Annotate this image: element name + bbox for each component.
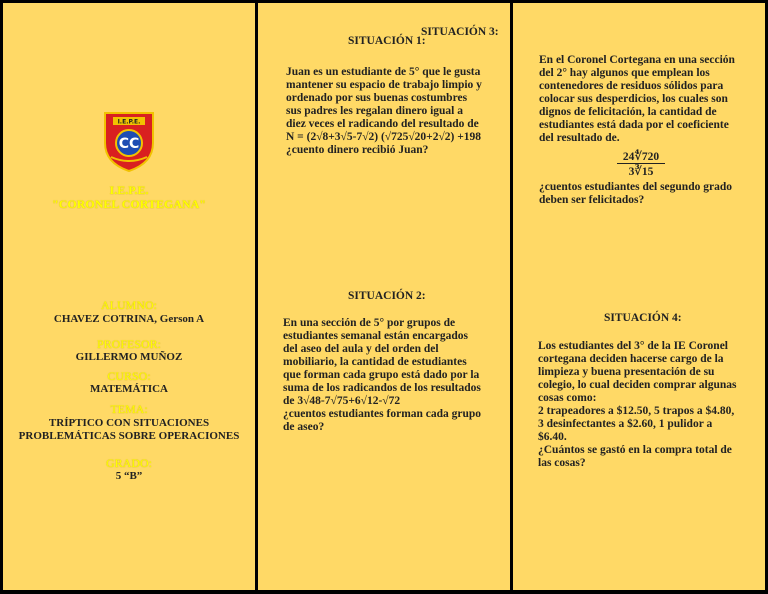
situacion-3-title: SITUACIÓN 3: bbox=[421, 26, 499, 38]
text-line: ¿Cuántos se gastó en la compra total de bbox=[538, 444, 732, 456]
text-line: 2 trapeadores a $12.50, 5 trapos a $4.80, bbox=[538, 405, 735, 417]
text-line: ordenado por sus buenas costumbres bbox=[286, 92, 468, 104]
inner-panel-middle bbox=[258, 3, 510, 590]
tema-value-line1: TRÍPTICO CON SITUACIONES bbox=[48, 417, 210, 429]
situacion-4-text bbox=[538, 340, 740, 470]
text-line: N = (2√8+3√5-7√2) (√725√20+2√2) +198 bbox=[286, 131, 482, 143]
school-name-line1: I.E.P.E. bbox=[109, 183, 149, 197]
situacion-1-text bbox=[286, 66, 488, 157]
situacion-2-text bbox=[283, 317, 486, 434]
profesor-value: GILLERMO MUÑOZ bbox=[75, 351, 183, 363]
grado-label: GRADO: bbox=[105, 456, 152, 470]
text-line: contenedores de residuos sólidos para bbox=[539, 80, 724, 92]
tema-label: TEMA: bbox=[110, 402, 148, 416]
text-line: de aseo? bbox=[283, 421, 325, 433]
text-line: En el Coronel Cortegana en una sección bbox=[539, 54, 735, 66]
text-line: dignos de felicitación, la cantidad de bbox=[539, 106, 717, 118]
fraction-denominator: 3∛15 bbox=[628, 166, 654, 178]
school-name-line2: "CORONEL CORTEGANA" bbox=[52, 197, 206, 211]
text-line: deben ser felicitados? bbox=[539, 194, 645, 206]
text-line: estudiantes semanal están encargados bbox=[283, 330, 468, 342]
curso-label: CURSO: bbox=[107, 369, 151, 383]
inner-panel-right bbox=[513, 3, 765, 590]
logo-top-text: I.E.P.E. bbox=[117, 118, 141, 126]
text-line: del resultado de. bbox=[539, 132, 620, 144]
school-shield-logo bbox=[101, 107, 157, 173]
text-line: colegio, lo cual deciden comprar algunas bbox=[538, 379, 737, 391]
text-line: del aseo del aula y del orden del bbox=[283, 343, 439, 355]
grado-value: 5 “B” bbox=[115, 470, 143, 482]
text-line: Juan es un estudiante de 5° que le gusta bbox=[286, 66, 481, 78]
text-line: mobiliario, la cantidad de estudiantes bbox=[283, 356, 467, 368]
profesor-label: PROFESOR: bbox=[96, 337, 162, 351]
text-line: que forman cada grupo está dado por la bbox=[283, 369, 480, 381]
text-line: del 2° hay algunos que emplean los bbox=[539, 67, 710, 79]
tema-value-line2: PROBLEMÁTICAS SOBRE OPERACIONES bbox=[18, 430, 240, 442]
text-line: En una sección de 5° por grupos de bbox=[283, 317, 456, 329]
radical-fraction bbox=[617, 149, 665, 178]
curso-value: MATEMÁTICA bbox=[89, 383, 168, 395]
logo-monogram: CC bbox=[118, 136, 140, 152]
fraction-numerator: 24∜720 bbox=[617, 149, 665, 164]
text-line: las cosas? bbox=[538, 457, 586, 469]
text-line: colocar sus desperdicios, los cuales son bbox=[539, 93, 728, 105]
text-line: ¿cuentos estudiantes del segundo grado bbox=[539, 181, 732, 193]
situacion-2-title: SITUACIÓN 2: bbox=[348, 290, 426, 302]
alumno-value: CHAVEZ COTRINA, Gerson A bbox=[53, 313, 205, 325]
text-line: cortegana deciden hacerse cargo de la bbox=[538, 353, 724, 365]
text-line: $6.40. bbox=[538, 431, 567, 443]
text-line: estudiantes está dada por el coeficiente bbox=[539, 119, 729, 131]
text-line: limpieza y buena presentación de su bbox=[538, 366, 715, 378]
text-line: de 3√48-7√75+6√12-√72 bbox=[283, 395, 401, 407]
situacion-4-title: SITUACIÓN 4: bbox=[604, 312, 682, 324]
text-line: ¿cuento dinero recibió Juan? bbox=[286, 144, 429, 156]
text-line: mantener su espacio de trabajo limpio y bbox=[286, 79, 482, 91]
alumno-label: ALUMNO: bbox=[101, 298, 157, 312]
text-line: sus padres les regalan dinero igual a bbox=[286, 105, 464, 117]
text-line: Los estudiantes del 3° de la IE Coronel bbox=[538, 340, 729, 352]
text-line: cosas como: bbox=[538, 392, 597, 404]
situacion-3-text bbox=[539, 54, 743, 145]
situacion-1-title: SITUACIÓN 1: bbox=[348, 35, 426, 47]
situacion-3-question bbox=[539, 181, 743, 207]
text-line: 3 desinfectantes a $2.60, 1 pulidor a bbox=[538, 418, 713, 430]
text-line: diez veces el radicando del resultado de bbox=[286, 118, 479, 130]
cover-panel bbox=[3, 3, 255, 590]
text-line: suma de los radicandos de los resultados bbox=[283, 382, 481, 394]
text-line: ¿cuentos estudiantes forman cada grupo bbox=[283, 408, 482, 420]
